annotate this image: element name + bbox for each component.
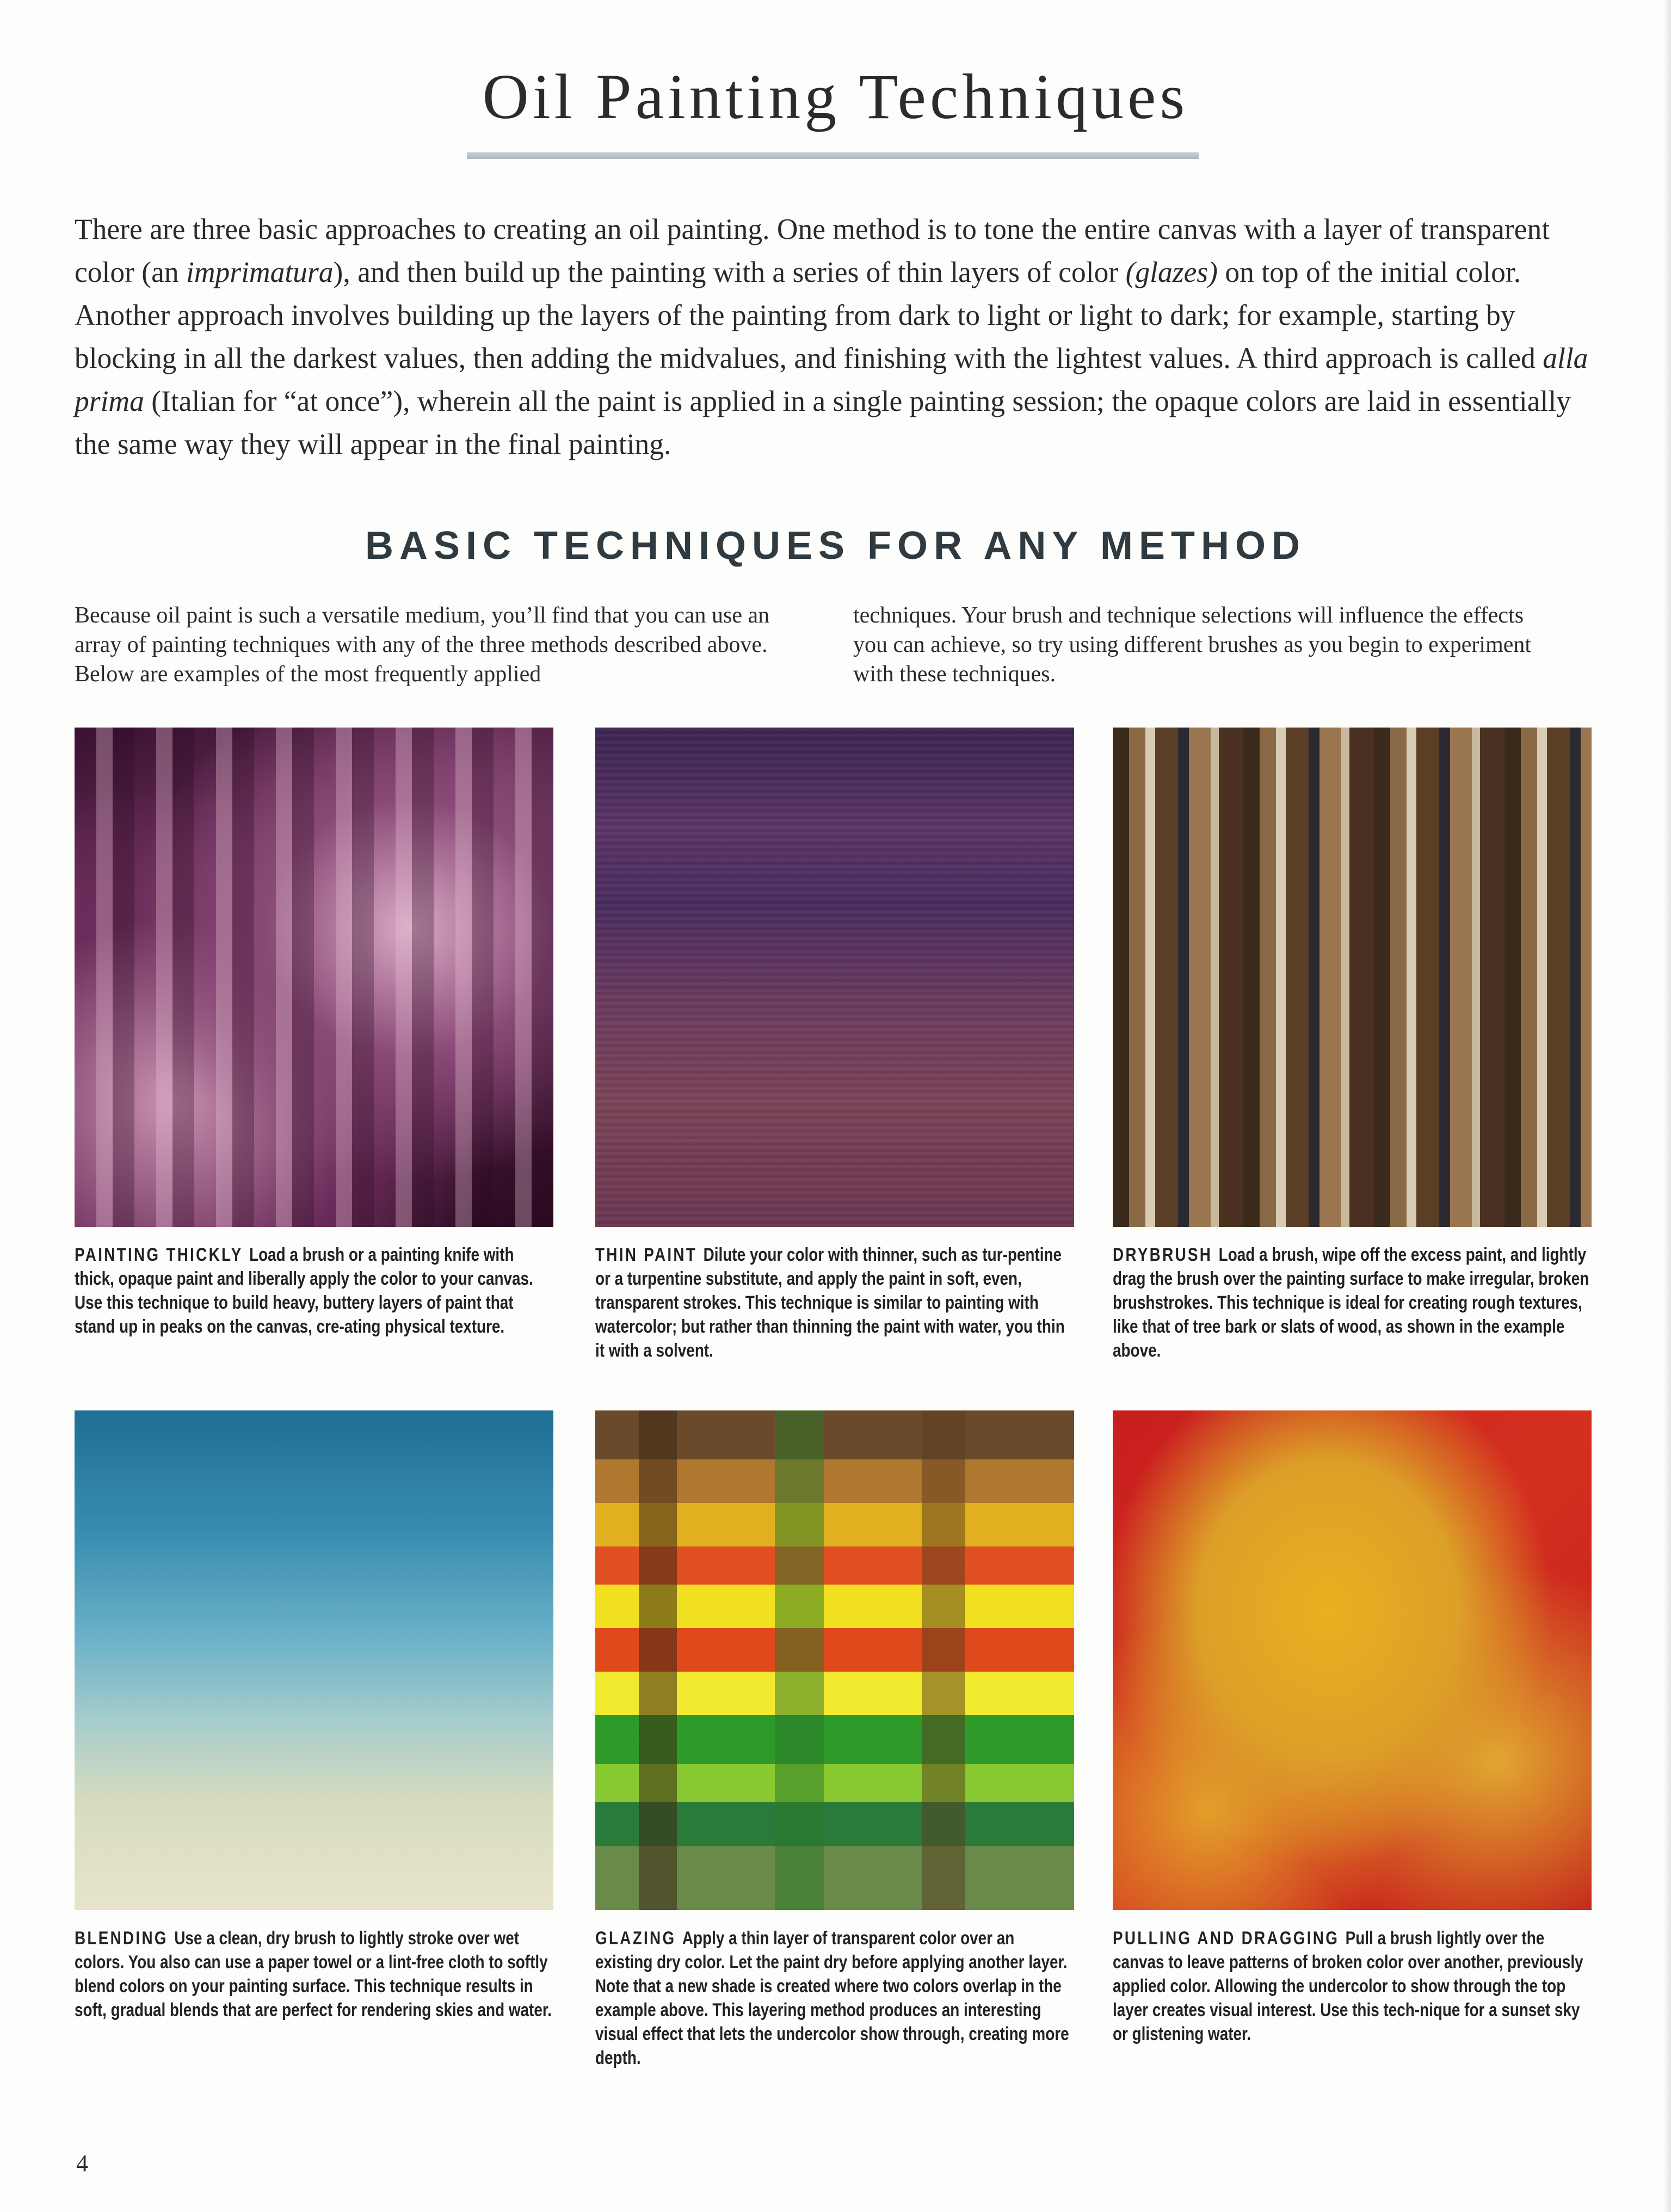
caption-text: Load a brush or a painting knife with thick, opaque paint and liberally apply the color to your canvas. Use this technique to build heavy, buttery layers of paint that stand up in peaks on the canvas, cre-ating physical texture.	[75, 1244, 533, 1337]
caption-label: BLENDING	[75, 1928, 168, 1949]
caption-text: Dilute your color with thinner, such as tur-pentine or a turpentine substitute, and apply the paint in soft, even, transparent strokes. This technique is similar to painting with watercolor; but rather than thinning the paint with water, you thin it with a solvent.	[595, 1244, 1065, 1361]
caption-label: THIN PAINT	[595, 1244, 698, 1265]
section-heading: BASIC TECHNIQUES FOR ANY METHOD	[365, 524, 1306, 568]
intro-text: on top of the initial color. Another approach involves building up the layers of the painting from dark to light or light to dark; for example, starting by blocking in all the darkest values, then adding the midvalues, and finishing with the lightest values. A third approach is called	[75, 256, 1543, 374]
caption-label: GLAZING	[595, 1928, 676, 1949]
intro-paragraph	[75, 208, 1598, 466]
glazing-example-image	[595, 1410, 1074, 1910]
caption-text: Pull a brush lightly over the canvas to leave patterns of broken color over another, previously applied color. Allowing the undercolor to show through the top layer creates visual interest. Use this tech-nique for a sunset sky or glistening water.	[1113, 1928, 1583, 2044]
intro-term-glazes: (glazes)	[1125, 256, 1218, 288]
page-number: 4	[76, 2150, 88, 2177]
caption-drybrush	[1113, 1243, 1593, 1363]
caption-pulling-and-dragging	[1113, 1926, 1593, 2046]
page-edge-shadow	[1663, 0, 1671, 2212]
intro-term-imprimatura: imprimatura	[186, 256, 334, 288]
caption-label: PAINTING THICKLY	[75, 1244, 243, 1265]
intro-text: (Italian for “at once”), wherein all the paint is applied in a single painting session; the opaque colors are laid in essentially the same way they will appear in the final painting.	[75, 385, 1571, 460]
caption-blending	[75, 1926, 554, 2022]
thin-paint-example-image	[595, 728, 1074, 1227]
caption-label: DRYBRUSH	[1113, 1244, 1213, 1265]
page-title: Oil Painting Techniques	[482, 61, 1189, 132]
caption-label: PULLING AND DRAGGING	[1113, 1928, 1340, 1949]
caption-text: Use a clean, dry brush to lightly stroke over wet colors. You also can use a paper towel or a lint-free cloth to softly blend colors on your painting surface. This technique results in soft, gradual blends that are perfect for rendering skies and water.	[75, 1928, 552, 2020]
caption-text: Apply a thin layer of transparent color over an existing dry color. Let the paint dry before applying another layer. Note that a new shade is created where two colors overlap in the example above. This layering method produces an interesting visual effect that lets the undercolor show through, creating more depth.	[595, 1928, 1069, 2068]
pulling-and-dragging-example-image	[1113, 1410, 1592, 1910]
caption-glazing	[595, 1926, 1075, 2070]
intro-text: ), and then build up the painting with a series of thin layers of color	[333, 256, 1126, 288]
drybrush-example-image	[1113, 728, 1592, 1227]
intro-text: There are three basic approaches to creating an oil painting. One method is to tone the entire canvas with a layer of transparent color (an	[75, 213, 1550, 288]
section-intro-left: Because oil paint is such a versatile medium, you’ll find that you can use an array of painting techniques with any of the three methods described above. Below are examples of the most frequently applied	[75, 603, 770, 687]
caption-text: Load a brush, wipe off the excess paint, and lightly drag the brush over the painting surface to make irregular, broken brushstrokes. This technique is ideal for creating rough textures, like that of tree bark or slats of wood, as shown in the example above.	[1113, 1244, 1589, 1361]
title-underline	[467, 152, 1199, 159]
caption-painting-thickly	[75, 1243, 554, 1339]
caption-thin-paint	[595, 1243, 1075, 1363]
blending-example-image	[75, 1410, 553, 1910]
section-intro-right: techniques. Your brush and technique selections will influence the effects you can achieve, so try using different brushes as you begin to experiment with these techniques.	[853, 603, 1532, 687]
intro-term-alla-prima: alla prima	[75, 342, 1588, 417]
painting-thickly-example-image	[75, 728, 553, 1227]
